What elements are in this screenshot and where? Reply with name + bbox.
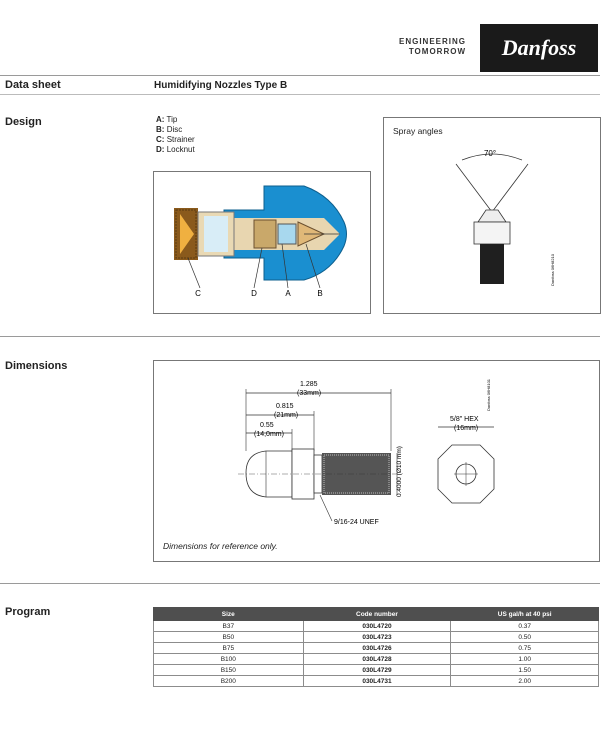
cell-size: B50 bbox=[154, 632, 304, 643]
short-length-mm: (14,0mm) bbox=[254, 431, 284, 438]
legend-item-strainer: C: Strainer bbox=[156, 135, 195, 144]
col-flow-rate: US gal/h at 40 psi bbox=[451, 608, 599, 621]
spray-angles-title: Spray angles bbox=[393, 126, 443, 136]
overall-length-mm: (33mm) bbox=[297, 390, 322, 397]
cell-size: B150 bbox=[154, 665, 304, 676]
spray-angle-drawing bbox=[384, 118, 600, 313]
dimensions-drawing bbox=[154, 361, 599, 561]
dimensions-section-label: Dimensions bbox=[5, 360, 68, 372]
cell-flow: 1.00 bbox=[451, 654, 599, 665]
dimensions-note: Dimensions for reference only. bbox=[163, 541, 278, 551]
legend-item-locknut: D: Locknut bbox=[156, 145, 195, 154]
spray-angle-value: 70° bbox=[483, 149, 497, 158]
logo-text: Danfoss bbox=[501, 35, 577, 60]
header-divider bbox=[0, 75, 600, 76]
nozzle-cross-section-drawing bbox=[154, 172, 370, 313]
tagline-line2: TOMORROW bbox=[408, 47, 466, 56]
nozzle-cross-section-panel bbox=[153, 171, 371, 314]
hex-size-label: 5/8" HEX bbox=[450, 416, 479, 423]
cell-code: 030L4731 bbox=[303, 676, 451, 687]
legend-item-disc: B: Disc bbox=[156, 125, 183, 134]
cell-code: 030L4723 bbox=[303, 632, 451, 643]
cell-size: B75 bbox=[154, 643, 304, 654]
cell-size: B100 bbox=[154, 654, 304, 665]
cell-size: B200 bbox=[154, 676, 304, 687]
doc-type-label: Data sheet bbox=[5, 79, 61, 91]
cell-flow: 2.00 bbox=[451, 676, 599, 687]
danfoss-logo bbox=[480, 24, 598, 72]
spray-angles-panel bbox=[383, 117, 601, 314]
cell-size: B37 bbox=[154, 621, 304, 632]
table-row bbox=[154, 621, 599, 632]
col-size: Size bbox=[154, 608, 304, 621]
cell-code: 030L4728 bbox=[303, 654, 451, 665]
short-length-in: 0.55 bbox=[260, 422, 274, 429]
mid-length-in: 0.815 bbox=[276, 403, 294, 410]
design-legend bbox=[156, 115, 195, 155]
cell-code: 030L4726 bbox=[303, 643, 451, 654]
thread-label: 9/16-24 UNEF bbox=[334, 519, 379, 526]
legend-item-tip: A: Tip bbox=[156, 115, 178, 124]
title-divider bbox=[0, 94, 600, 95]
callout-b: B bbox=[317, 289, 323, 298]
brand-tagline bbox=[380, 37, 466, 57]
callout-a: A bbox=[285, 289, 291, 298]
mid-length-mm: (21mm) bbox=[274, 412, 299, 419]
callout-c: C bbox=[195, 289, 201, 298]
program-table-header bbox=[154, 608, 599, 621]
table-row bbox=[154, 643, 599, 654]
callout-d: D bbox=[251, 289, 257, 298]
cell-flow: 0.75 bbox=[451, 643, 599, 654]
cell-flow: 0.50 bbox=[451, 632, 599, 643]
dimensions-panel bbox=[153, 360, 600, 562]
doc-title: Humidifying Nozzles Type B bbox=[154, 80, 288, 91]
table-row bbox=[154, 632, 599, 643]
dimensions-drawing-code: Danfoss 06H8101 bbox=[486, 378, 491, 411]
dimensions-divider bbox=[0, 583, 600, 584]
table-row bbox=[154, 665, 599, 676]
cell-code: 030L4720 bbox=[303, 621, 451, 632]
design-divider bbox=[0, 336, 600, 337]
table-row bbox=[154, 654, 599, 665]
cell-code: 030L4729 bbox=[303, 665, 451, 676]
diameter-label: 0.4000 (Ø10 mm) bbox=[396, 446, 403, 497]
design-section-label: Design bbox=[5, 116, 42, 128]
overall-length-in: 1.285 bbox=[300, 381, 318, 388]
tagline-line1: ENGINEERING bbox=[398, 37, 466, 46]
cell-flow: 0.37 bbox=[451, 621, 599, 632]
table-row bbox=[154, 676, 599, 687]
program-table bbox=[153, 607, 599, 687]
spray-drawing-code: Danfoss 06H8210 bbox=[550, 253, 555, 286]
col-code-number: Code number bbox=[303, 608, 451, 621]
program-section-label: Program bbox=[5, 606, 51, 618]
hex-size-mm: (16mm) bbox=[454, 425, 479, 432]
cell-flow: 1.50 bbox=[451, 665, 599, 676]
